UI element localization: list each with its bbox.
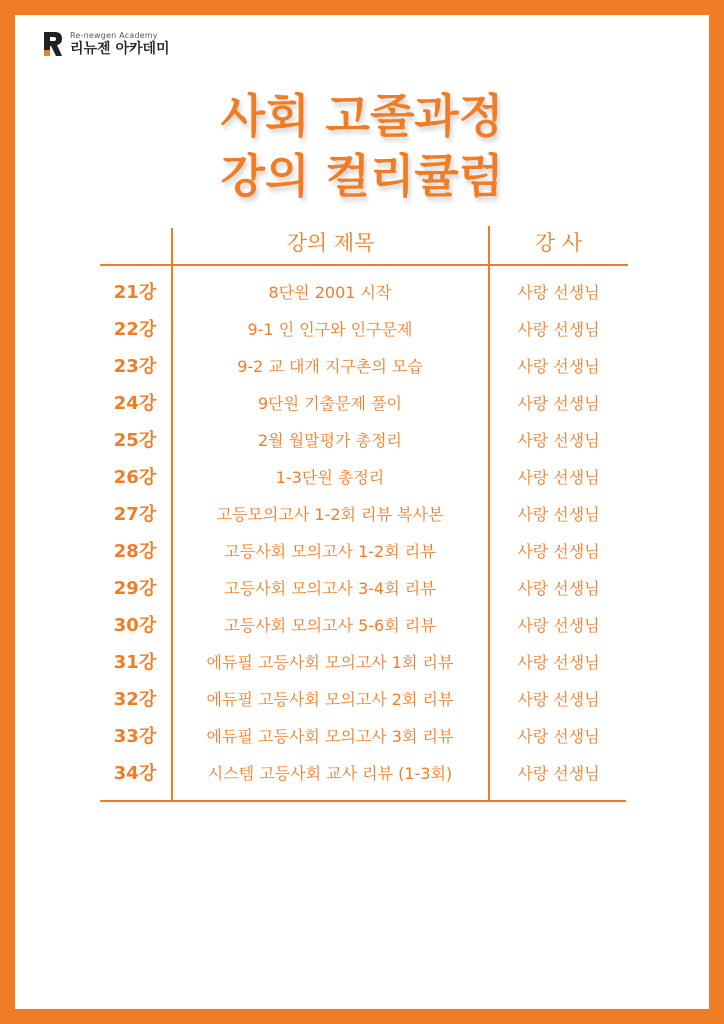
page-title-line1: 사회 고졸과정 (220, 89, 504, 143)
lecture-number: 23강 (113, 356, 157, 377)
lecture-title: 에듀필 고등사회 모의고사 3회 리뷰 (206, 727, 454, 746)
table-header-rule (100, 264, 628, 266)
lecture-number: 25강 (113, 430, 157, 451)
table-row (100, 385, 627, 422)
table-row (100, 755, 627, 792)
lecture-number: 29강 (113, 578, 157, 599)
table-row (100, 348, 627, 385)
lecture-title: 2월 월말평가 총정리 (258, 431, 402, 450)
lecture-title: 에듀필 고등사회 모의고사 1회 리뷰 (206, 653, 454, 672)
brand-logo (42, 30, 170, 58)
lecture-instructor: 사랑 선생님 (517, 579, 600, 598)
table-row (100, 274, 627, 311)
lecture-instructor: 사랑 선생님 (517, 764, 600, 783)
lecture-number: 26강 (113, 467, 157, 488)
lecture-instructor: 사랑 선생님 (517, 727, 600, 746)
lecture-instructor: 사랑 선생님 (517, 505, 600, 524)
table-row (100, 570, 627, 607)
table-row (100, 533, 627, 570)
lecture-instructor: 사랑 선생님 (517, 283, 600, 302)
lecture-title: 고등사회 모의고사 1-2회 리뷰 (224, 542, 436, 561)
lecture-instructor: 사랑 선생님 (517, 616, 600, 635)
curriculum-table-body (100, 274, 627, 792)
lecture-instructor: 사랑 선생님 (517, 690, 600, 709)
lecture-number: 24강 (113, 393, 157, 414)
lecture-number: 21강 (113, 282, 157, 303)
lecture-instructor: 사랑 선생님 (517, 357, 600, 376)
lecture-instructor: 사랑 선생님 (517, 542, 600, 561)
lecture-instructor: 사랑 선생님 (517, 320, 600, 339)
table-row (100, 496, 627, 533)
lecture-title: 시스템 고등사회 교사 리뷰 (1-3회) (207, 764, 453, 783)
lecture-title: 9-1 인 인구와 인구문제 (247, 320, 413, 339)
table-row (100, 681, 627, 718)
lecture-number: 34강 (113, 763, 157, 784)
lecture-number: 30강 (113, 615, 157, 636)
lecture-title: 1-3단원 총정리 (275, 468, 385, 487)
lecture-number: 27강 (113, 504, 157, 525)
lecture-instructor: 사랑 선생님 (517, 394, 600, 413)
lecture-number: 31강 (113, 652, 157, 673)
lecture-title: 9단원 기출문제 풀이 (258, 394, 402, 413)
lecture-title: 고등사회 모의고사 5-6회 리뷰 (224, 616, 436, 635)
table-bottom-rule (100, 800, 626, 802)
brand-name: 리뉴젠 아카데미 (70, 41, 170, 57)
r-logo-icon (42, 30, 64, 58)
lecture-instructor: 사랑 선생님 (517, 653, 600, 672)
table-row (100, 718, 627, 755)
page-title-line2: 강의 컬리큘럼 (220, 149, 504, 203)
table-row (100, 459, 627, 496)
header-lecture-title: 강의 제목 (286, 231, 375, 255)
lecture-number: 33강 (113, 726, 157, 747)
table-row (100, 422, 627, 459)
table-row (100, 311, 627, 348)
lecture-number: 22강 (113, 319, 157, 340)
table-row (100, 607, 627, 644)
lecture-number: 28강 (113, 541, 157, 562)
lecture-number: 32강 (113, 689, 157, 710)
lecture-title: 8단원 2001 시작 (268, 283, 392, 302)
lecture-title: 9-2 교 대개 지구촌의 모습 (237, 357, 423, 376)
lecture-title: 고등사회 모의고사 3-4회 리뷰 (224, 579, 436, 598)
brand-subtitle: Re-newgen Academy (70, 31, 158, 40)
lecture-instructor: 사랑 선생님 (517, 468, 600, 487)
header-instructor: 강 사 (534, 231, 583, 255)
table-row (100, 644, 627, 681)
lecture-instructor: 사랑 선생님 (517, 431, 600, 450)
lecture-title: 에듀필 고등사회 모의고사 2회 리뷰 (206, 690, 454, 709)
lecture-title: 고등모의고사 1-2회 리뷰 복사본 (216, 505, 444, 524)
